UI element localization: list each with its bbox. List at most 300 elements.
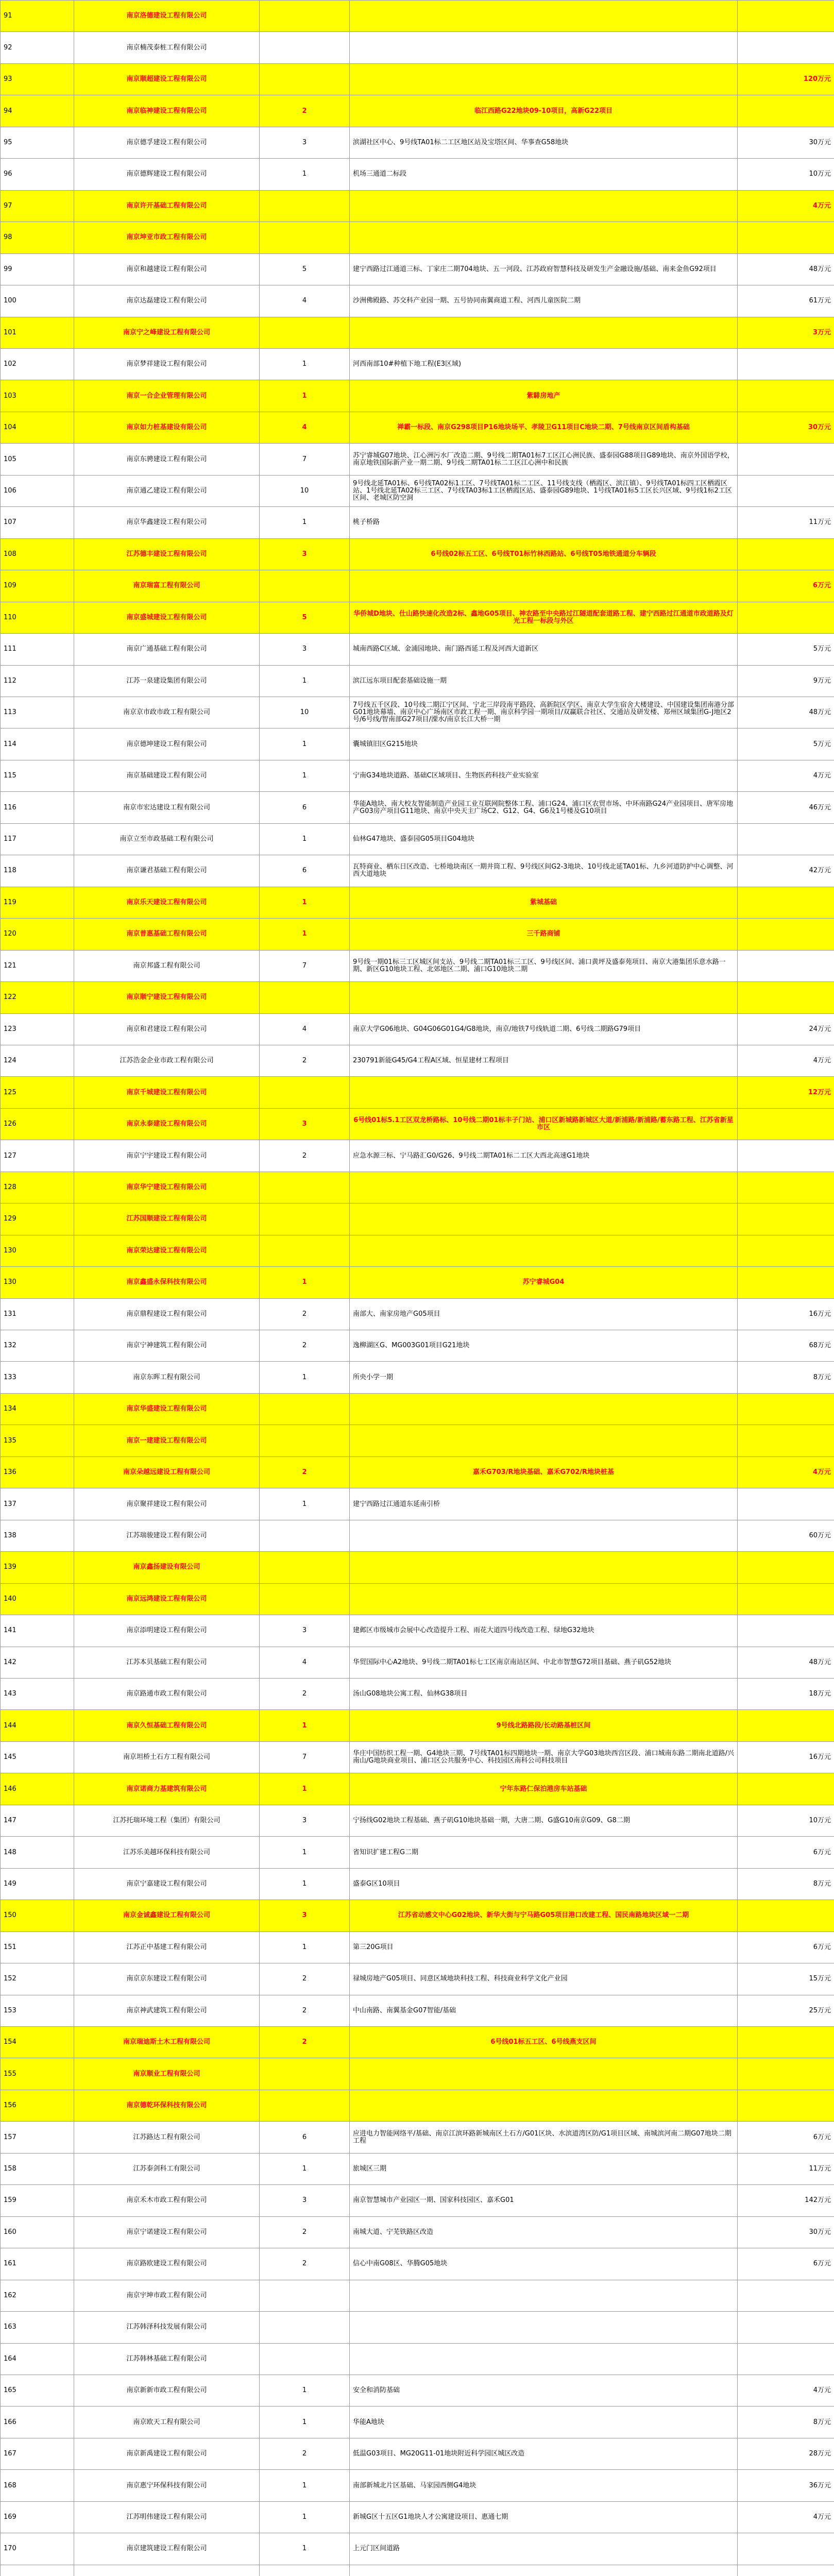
project-count-cell: 1	[260, 2406, 350, 2438]
project-list-cell: 9号线北延TA01标、6号线TA02标1工区、7号线TA01标二工区、11号线支线（栖霞区、滨江镇）、9号线TA01标四工区栖霞区站、1号线北延TA02标三工区、7号线TA03标1工区栖霞区站、盛泰园G89地块、1号线TA01标5工区长兴区域、9号线1标2工区区间、老城区防空洞	[350, 475, 738, 506]
row-number-cell: 167	[1, 2438, 74, 2469]
project-count-cell: 2	[260, 1140, 350, 1172]
company-name-cell: 南京久恒基础工程有限公司	[74, 1710, 260, 1741]
row-number-cell: 141	[1, 1615, 74, 1647]
project-list-cell: 南京大学G06地块、G04G06G01G4/G8地块，南京/地铁7号线轨道二期、6号线二期路G79项目	[350, 1013, 738, 1045]
project-count-cell	[260, 1077, 350, 1108]
project-list-cell: 建邺区市级城市会展中心改造提升工程、雨花大道四号线改造工程、绿地G32地块	[350, 1615, 738, 1647]
project-count-cell	[260, 1520, 350, 1551]
project-list-cell	[350, 2343, 738, 2375]
project-list-cell: 南部新城北片区基础、马家园西侧G4地块	[350, 2470, 738, 2501]
amount-cell	[738, 1108, 834, 1140]
project-list-cell: 囊城镇旧区G215地块	[350, 728, 738, 760]
amount-cell	[738, 1235, 834, 1266]
table-row	[1, 1045, 834, 1076]
project-list-cell: 禄城房地产G05项目、同意区域地块科技工程、科技商业科学文化产业园	[350, 1963, 738, 1995]
row-number-cell: 156	[1, 2090, 74, 2121]
project-count-cell: 1	[260, 2470, 350, 2501]
row-number-cell: 117	[1, 823, 74, 855]
project-count-cell: 7	[260, 1741, 350, 1773]
company-name-cell: 江苏泰剑科工有限公司	[74, 2153, 260, 2184]
project-count-cell: 1	[260, 2533, 350, 2565]
amount-cell	[738, 2312, 834, 2343]
table-row	[1, 2122, 834, 2153]
row-number-cell: 100	[1, 285, 74, 317]
table-row	[1, 2565, 834, 2576]
project-list-cell: 三千路商铺	[350, 919, 738, 950]
project-count-cell: 2	[260, 2438, 350, 2469]
table-row	[1, 1552, 834, 1583]
company-name-cell: 南京坦桥土石方工程有限公司	[74, 1741, 260, 1773]
project-list-cell: 低温G03项目、MG20G11-01地块附近科学园区城区改造	[350, 2438, 738, 2469]
company-name-cell: 江苏本贝基础工程有限公司	[74, 1647, 260, 1678]
row-number-cell: 144	[1, 1710, 74, 1741]
company-name-cell: 南京顺业工程有限公司	[74, 2058, 260, 2090]
row-number-cell: 158	[1, 2153, 74, 2184]
amount-cell: 48万元	[738, 253, 834, 285]
project-count-cell: 1	[260, 2501, 350, 2533]
project-list-cell: 城南西路C区域、金浦园地块、南门路西延工程及河西大道新区	[350, 634, 738, 665]
project-count-cell: 7	[260, 444, 350, 475]
project-count-cell: 6	[260, 792, 350, 823]
company-name-cell: 南京宁嘉建设工程有限公司	[74, 1868, 260, 1900]
amount-cell	[738, 887, 834, 918]
project-list-cell: 宁年东路仁保泊港房车站基础	[350, 1773, 738, 1805]
table-row	[1, 2185, 834, 2216]
project-count-cell: 2	[260, 2216, 350, 2248]
project-count-cell: 3	[260, 1900, 350, 1931]
company-name-cell: 南京宁之峰建设工程有限公司	[74, 317, 260, 348]
amount-cell: 15万元	[738, 1963, 834, 1995]
amount-cell: 48万元	[738, 697, 834, 728]
amount-cell	[738, 602, 834, 633]
project-count-cell: 1	[260, 1837, 350, 1868]
company-name-cell: 江苏一泉建设集团有限公司	[74, 665, 260, 697]
row-number-cell: 126	[1, 1108, 74, 1140]
amount-cell: 10万元	[738, 1805, 834, 1836]
amount-cell: 25万元	[738, 1995, 834, 2026]
amount-cell	[738, 1425, 834, 1456]
amount-cell	[738, 2280, 834, 2311]
project-list-cell	[350, 1393, 738, 1425]
project-count-cell: 2	[260, 95, 350, 127]
project-list-cell: 临江西路G22地块09-10项目，高新G22项目	[350, 95, 738, 127]
project-list-cell: 宁扬线G02地块工程基础、燕子矶G10地块基础一期，大唐二期、G盛G10南京G09、G8二期	[350, 1805, 738, 1836]
project-list-cell: 华能A地块	[350, 2406, 738, 2438]
project-count-cell: 4	[260, 285, 350, 317]
table-row	[1, 2343, 834, 2375]
project-list-cell: 7号线五千区段、10号线二期江宁区间、宁北三岸段南平路段、高新院区学区、南京大学生宿舍大楼建设、中国建设集团南港分部G01地块幕墙、南京中心广场南区市政工程一期、南京科学园一期项目/双赢联合社区、交通站及研发楼、郑州区域集团G-J地区2号/6号线/智南部G27项目/溧水/南京长江大桥一期	[350, 697, 738, 728]
table-row	[1, 2153, 834, 2184]
project-count-cell: 5	[260, 602, 350, 633]
project-list-cell	[350, 982, 738, 1013]
row-number-cell: 131	[1, 1298, 74, 1330]
row-number-cell: 125	[1, 1077, 74, 1108]
project-count-cell	[260, 190, 350, 222]
amount-cell	[738, 1900, 834, 1931]
amount-cell	[738, 222, 834, 253]
project-list-cell	[350, 2058, 738, 2090]
project-list-cell: 滨湖社区中心、9号线TA01标二工区地区站及宝塔区间、华事查G58地块	[350, 127, 738, 158]
row-number-cell: 154	[1, 2027, 74, 2058]
table-row	[1, 2375, 834, 2406]
project-count-cell: 3	[260, 538, 350, 570]
amount-cell	[738, 1615, 834, 1647]
row-number-cell: 123	[1, 1013, 74, 1045]
company-name-cell: 南京基础建设工程有限公司	[74, 760, 260, 791]
project-count-cell	[260, 1552, 350, 1583]
company-name-cell: 南京和越建设工程有限公司	[74, 253, 260, 285]
project-list-cell: 嘉禾G703/R地块基础、嘉禾G702/R地块桩基	[350, 1456, 738, 1488]
table-row	[1, 444, 834, 475]
table-row	[1, 2501, 834, 2533]
amount-cell	[738, 444, 834, 475]
row-number-cell: 161	[1, 2248, 74, 2280]
amount-cell: 61万元	[738, 285, 834, 317]
row-number-cell: 122	[1, 982, 74, 1013]
project-list-cell	[350, 222, 738, 253]
row-number-cell: 142	[1, 1647, 74, 1678]
company-name-cell: 南京盛城建设工程有限公司	[74, 602, 260, 633]
amount-cell: 60万元	[738, 1520, 834, 1551]
company-name-cell: 南京宁神建筑工程有限公司	[74, 1330, 260, 1362]
row-number-cell: 101	[1, 317, 74, 348]
project-list-cell: 逸柳湖区G、MG003G01项目G21地块	[350, 1330, 738, 1362]
table-row	[1, 1931, 834, 1963]
row-number-cell: 168	[1, 2470, 74, 2501]
table-row	[1, 2280, 834, 2311]
project-count-cell	[260, 2343, 350, 2375]
project-count-cell: 1	[260, 348, 350, 380]
table-row	[1, 1108, 834, 1140]
row-number-cell: 155	[1, 2058, 74, 2090]
project-list-cell: 新城G区十五区G1地块人才公寓建设项目、惠通七期	[350, 2501, 738, 2533]
company-name-cell: 南京建筑建设工程有限公司	[74, 2533, 260, 2565]
table-row	[1, 538, 834, 570]
table-row	[1, 1488, 834, 1520]
project-list-cell: 南部大、南家房地产G05项目	[350, 1298, 738, 1330]
company-name-cell: 江苏浩金企业市政工程有限公司	[74, 1045, 260, 1076]
project-count-cell: 1	[260, 1267, 350, 1298]
amount-cell	[738, 1, 834, 32]
project-count-cell: 2	[260, 1298, 350, 1330]
row-number-cell	[1, 2565, 74, 2576]
company-name-cell: 南京广通基础工程有限公司	[74, 634, 260, 665]
table-row	[1, 1204, 834, 1235]
company-name-cell: 江苏国顺建设工程有限公司	[74, 1204, 260, 1235]
row-number-cell: 147	[1, 1805, 74, 1836]
project-count-cell	[260, 222, 350, 253]
table-row	[1, 1298, 834, 1330]
row-number-cell: 103	[1, 380, 74, 412]
row-number-cell: 136	[1, 1456, 74, 1488]
project-count-cell: 1	[260, 1362, 350, 1393]
project-list-cell: 省知识扩建工程G二期	[350, 1837, 738, 1868]
project-count-cell	[260, 1393, 350, 1425]
company-name-cell	[74, 2565, 260, 2576]
amount-cell: 4万元	[738, 190, 834, 222]
table-row	[1, 348, 834, 380]
project-count-cell: 1	[260, 1773, 350, 1805]
amount-cell: 46万元	[738, 792, 834, 823]
amount-cell: 11万元	[738, 507, 834, 538]
row-number-cell: 99	[1, 253, 74, 285]
amount-cell: 120万元	[738, 63, 834, 95]
row-number-cell: 130	[1, 1267, 74, 1298]
project-list-cell: 滨江远东项目配套基础设施一期	[350, 665, 738, 697]
project-count-cell	[260, 317, 350, 348]
amount-cell	[738, 1140, 834, 1172]
row-number-cell: 138	[1, 1520, 74, 1551]
row-number-cell: 110	[1, 602, 74, 633]
company-name-cell: 江苏韩林基础工程有限公司	[74, 2343, 260, 2375]
company-name-cell: 南京宁宇建设工程有限公司	[74, 1140, 260, 1172]
amount-cell: 4万元	[738, 2501, 834, 2533]
project-count-cell: 3	[260, 634, 350, 665]
project-list-cell: 河西南部10#种植下地工程(E3区域)	[350, 348, 738, 380]
company-name-cell: 南京朵越远建设工程有限公司	[74, 1456, 260, 1488]
company-name-cell: 南京聚祥建设工程有限公司	[74, 1488, 260, 1520]
amount-cell	[738, 2343, 834, 2375]
company-name-cell: 江苏路达工程有限公司	[74, 2122, 260, 2153]
project-list-cell	[350, 317, 738, 348]
table-row	[1, 1710, 834, 1741]
project-count-cell: 2	[260, 1995, 350, 2026]
project-list-cell: 机场三通道二标段	[350, 159, 738, 190]
project-count-cell: 1	[260, 1868, 350, 1900]
project-list-cell: 紫城基础	[350, 887, 738, 918]
row-number-cell: 159	[1, 2185, 74, 2216]
amount-cell: 68万元	[738, 1330, 834, 1362]
project-list-cell: 所央小学一期	[350, 1362, 738, 1393]
table-row	[1, 1647, 834, 1678]
project-count-cell	[260, 1583, 350, 1615]
table-row	[1, 2406, 834, 2438]
company-name-cell: 南京欧天工程有限公司	[74, 2406, 260, 2438]
project-list-cell: 应急水源三标、宁马路汇G0/G26、9号线二期TA01标二工区大西北高速G1地块	[350, 1140, 738, 1172]
project-count-cell: 4	[260, 1013, 350, 1045]
table-row	[1, 919, 834, 950]
amount-cell: 10万元	[738, 159, 834, 190]
row-number-cell: 124	[1, 1045, 74, 1076]
project-list-cell	[350, 1552, 738, 1583]
amount-cell: 8万元	[738, 1868, 834, 1900]
row-number-cell: 133	[1, 1362, 74, 1393]
project-count-cell: 1	[260, 2375, 350, 2406]
project-list-cell	[350, 1235, 738, 1266]
row-number-cell: 152	[1, 1963, 74, 1995]
row-number-cell: 129	[1, 1204, 74, 1235]
project-list-cell	[350, 63, 738, 95]
table-row	[1, 823, 834, 855]
table-row	[1, 697, 834, 728]
project-list-cell: 苏宁睿城G07地块、江心洲污水厂改造二期、9号线二期TA01标7工区江心洲民族、盛泰园G88项目G89地块、南京外国语学校，南京地铁国际新产业一期二期、9号线二期TA01标二工区江心洲中和民族	[350, 444, 738, 475]
project-list-cell: 南京智慧城市产业园区一期、国家科技园区、嘉禾G01	[350, 2185, 738, 2216]
amount-cell: 30万元	[738, 2216, 834, 2248]
amount-cell	[738, 823, 834, 855]
project-count-cell: 7	[260, 950, 350, 981]
table-row	[1, 95, 834, 127]
amount-cell: 9万元	[738, 665, 834, 697]
table-row	[1, 380, 834, 412]
row-number-cell: 118	[1, 855, 74, 887]
company-name-cell: 南京东晖工程有限公司	[74, 1362, 260, 1393]
amount-cell: 16万元	[738, 1741, 834, 1773]
project-list-cell	[350, 1425, 738, 1456]
company-name-cell: 南京华盛建设工程有限公司	[74, 1393, 260, 1425]
company-name-cell: 南京邦盛工程有限公司	[74, 950, 260, 981]
company-name-cell: 南京鑫盛永保科技有限公司	[74, 1267, 260, 1298]
amount-cell: 11万元	[738, 2153, 834, 2184]
company-name-cell: 南京鑫扬建设有限公司	[74, 1552, 260, 1583]
project-count-cell	[260, 63, 350, 95]
table-row	[1, 159, 834, 190]
table-row	[1, 475, 834, 506]
table-row	[1, 1, 834, 32]
project-list-cell: 江苏省动感文中心G02地块、新华大街与宁马路G05项目港口改建工程、国民南路地块区域一二期	[350, 1900, 738, 1931]
project-list-cell: 6号线01标5.1工区双龙桥路标、10号线二期01标丰子门站、浦口区新城路新城区大道/新浦路/新浦路/蓄东路工程、江苏省新星市区	[350, 1108, 738, 1140]
row-number-cell: 145	[1, 1741, 74, 1773]
project-list-cell: 安全和消防基础	[350, 2375, 738, 2406]
project-count-cell	[260, 982, 350, 1013]
row-number-cell: 135	[1, 1425, 74, 1456]
project-list-cell: 瓦特商业、栖东日区改造、七桥地块南区一期井筒工程、9号线区间G2-3地块、10号线北延TA01标、九乡河道防护中心调整、河西大道地块	[350, 855, 738, 887]
project-list-cell	[350, 2280, 738, 2311]
company-name-cell: 南京一建建设工程有限公司	[74, 1425, 260, 1456]
amount-cell: 30万元	[738, 412, 834, 443]
project-count-cell: 1	[260, 380, 350, 412]
row-number-cell: 170	[1, 2533, 74, 2565]
project-list-cell	[350, 2565, 738, 2576]
row-number-cell: 151	[1, 1931, 74, 1963]
project-list-cell: 华侨城D地块、仕山路快速化改造2标、鑫地G05项目、神农路至中央路过江隧道配套道路工程、建宁西路过江通道市政道路及灯光工程一标段与外区	[350, 602, 738, 633]
row-number-cell: 120	[1, 919, 74, 950]
project-list-cell: 苏宁睿城G04	[350, 1267, 738, 1298]
table-row	[1, 317, 834, 348]
row-number-cell: 146	[1, 1773, 74, 1805]
amount-cell: 142万元	[738, 2185, 834, 2216]
project-list-cell	[350, 1, 738, 32]
row-number-cell: 91	[1, 1, 74, 32]
project-count-cell: 1	[260, 728, 350, 760]
company-name-cell: 南京一合企业管理有限公司	[74, 380, 260, 412]
row-number-cell: 106	[1, 475, 74, 506]
project-count-cell: 2	[260, 2027, 350, 2058]
company-name-cell: 南京千城建设工程有限公司	[74, 1077, 260, 1108]
table-row	[1, 1140, 834, 1172]
row-number-cell: 134	[1, 1393, 74, 1425]
company-name-cell: 江苏正中基建工程有限公司	[74, 1931, 260, 1963]
project-list-cell	[350, 1204, 738, 1235]
project-list-cell: 旅城区三期	[350, 2153, 738, 2184]
project-list-cell: 中山南路、南翼基金G07智能/基础	[350, 1995, 738, 2026]
project-count-cell	[260, 570, 350, 602]
company-name-cell: 南京禾木市政工程有限公司	[74, 2185, 260, 2216]
project-count-cell	[260, 2090, 350, 2121]
table-row	[1, 222, 834, 253]
company-name-cell: 南京普惠基础工程有限公司	[74, 919, 260, 950]
company-name-cell: 江苏乐美越环保科技有限公司	[74, 1837, 260, 1868]
project-count-cell: 2	[260, 1045, 350, 1076]
table-row	[1, 1679, 834, 1710]
project-count-cell: 1	[260, 760, 350, 791]
company-name-cell: 南京临神建设工程有限公司	[74, 95, 260, 127]
amount-cell	[738, 538, 834, 570]
project-count-cell: 1	[260, 1931, 350, 1963]
amount-cell: 6万元	[738, 2122, 834, 2153]
table-row	[1, 1425, 834, 1456]
project-count-cell: 3	[260, 1108, 350, 1140]
amount-cell: 16万元	[738, 1298, 834, 1330]
project-list-cell: 9号线北路路段/长动路基桩区间	[350, 1710, 738, 1741]
amount-cell: 18万元	[738, 1679, 834, 1710]
amount-cell: 24万元	[738, 1013, 834, 1045]
table-row	[1, 1362, 834, 1393]
project-list-cell: 230791新能G45/G4工程A区域、恒星建材工程项目	[350, 1045, 738, 1076]
row-number-cell: 113	[1, 697, 74, 728]
table-row	[1, 63, 834, 95]
project-count-cell: 2	[260, 1963, 350, 1995]
project-list-cell	[350, 1077, 738, 1108]
table-row	[1, 412, 834, 443]
project-list-cell: 华贸国际中心A2地块、9号线二期TA01标七工区南京南站区间、中北市智慧G72项目基础、燕子矶G52地块	[350, 1647, 738, 1678]
table-row	[1, 127, 834, 158]
project-count-cell: 2	[260, 2248, 350, 2280]
project-count-cell	[260, 1, 350, 32]
amount-cell	[738, 475, 834, 506]
company-name-cell: 南京添明建设工程有限公司	[74, 1615, 260, 1647]
company-name-cell: 江苏托瑞环境工程（集团）有限公司	[74, 1805, 260, 1836]
project-count-cell	[260, 1235, 350, 1266]
amount-cell	[738, 1267, 834, 1298]
row-number-cell: 95	[1, 127, 74, 158]
project-list-cell	[350, 570, 738, 602]
project-count-cell: 3	[260, 1615, 350, 1647]
row-number-cell: 149	[1, 1868, 74, 1900]
amount-cell: 5万元	[738, 728, 834, 760]
row-number-cell: 162	[1, 2280, 74, 2311]
project-list-cell: 6号线02标五工区、6号线T01标竹林西路站、6号线T05地铁通道分车辆段	[350, 538, 738, 570]
row-number-cell: 143	[1, 1679, 74, 1710]
project-count-cell: 4	[260, 1647, 350, 1678]
table-row	[1, 1172, 834, 1203]
company-name-cell: 南京德辉建设工程有限公司	[74, 159, 260, 190]
project-count-cell: 1	[260, 1488, 350, 1520]
company-name-cell: 南京洛德建设工程有限公司	[74, 1, 260, 32]
row-number-cell: 139	[1, 1552, 74, 1583]
table-row	[1, 507, 834, 538]
amount-cell: 48万元	[738, 1647, 834, 1678]
company-name-cell: 南京市宏达建设工程有限公司	[74, 792, 260, 823]
row-number-cell: 163	[1, 2312, 74, 2343]
row-number-cell: 119	[1, 887, 74, 918]
row-number-cell: 160	[1, 2216, 74, 2248]
table-row	[1, 1267, 834, 1298]
amount-cell	[738, 982, 834, 1013]
amount-cell: 4万元	[738, 760, 834, 791]
project-count-cell	[260, 2312, 350, 2343]
table-row	[1, 1868, 834, 1900]
company-name-cell: 江苏德丰建设工程有限公司	[74, 538, 260, 570]
project-count-cell: 1	[260, 1710, 350, 1741]
company-name-cell: 南京诺商力基建筑有限公司	[74, 1773, 260, 1805]
row-number-cell: 94	[1, 95, 74, 127]
table-row	[1, 792, 834, 823]
company-name-cell: 南京远鸿建设工程有限公司	[74, 1583, 260, 1615]
project-count-cell: 3	[260, 1805, 350, 1836]
company-name-cell: 南京路欧建设工程有限公司	[74, 2248, 260, 2280]
company-name-cell: 南京梦祥建设工程有限公司	[74, 348, 260, 380]
